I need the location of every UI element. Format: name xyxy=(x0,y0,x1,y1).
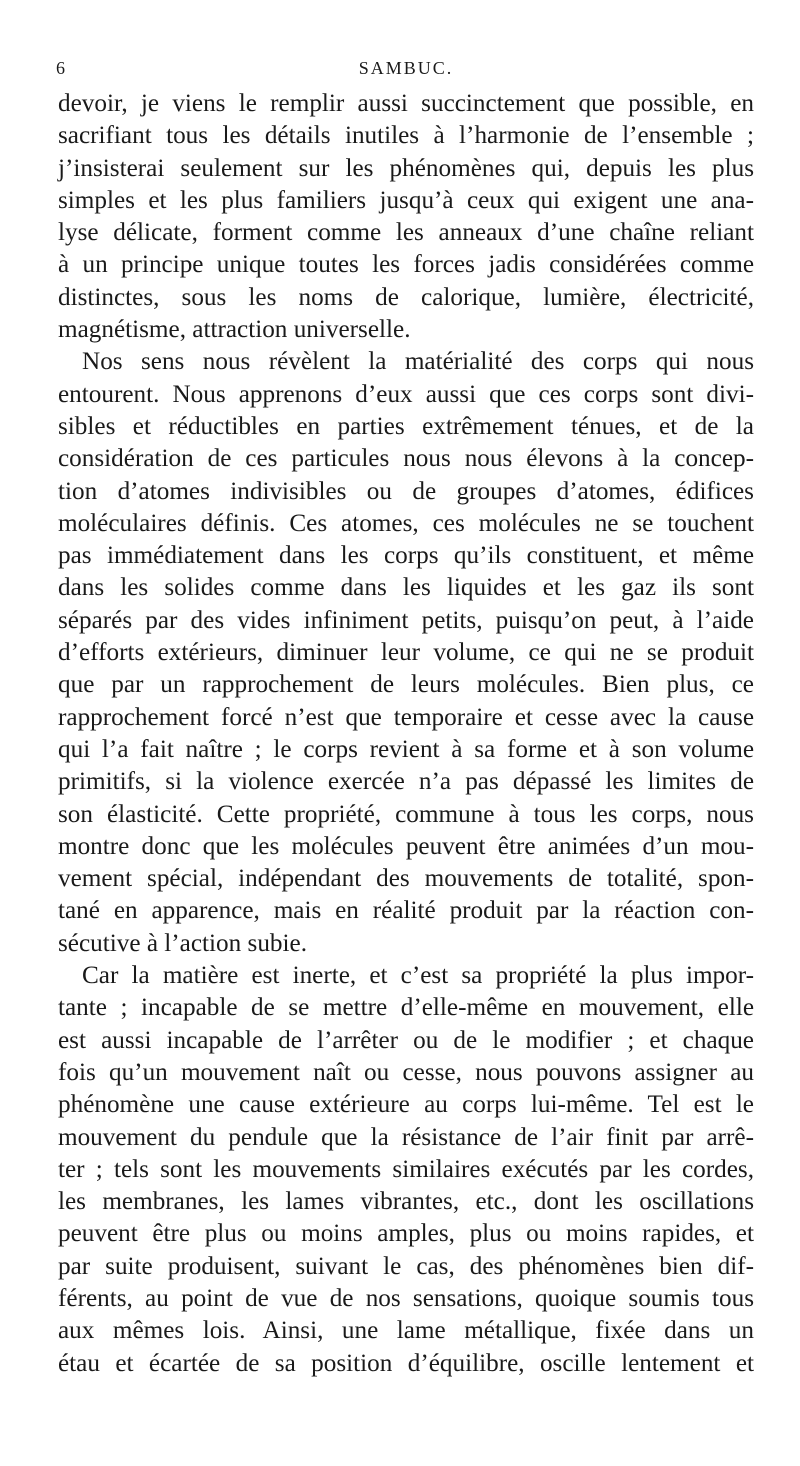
text-line: étau et écartée de sa position d’équilibre, oscille lentement et xyxy=(58,1349,754,1377)
text-line: lyse délicate, forment comme les anneaux d’une chaîne reliant xyxy=(58,219,754,247)
text-line: Car la matière est inerte, et c’est sa propriété la plus impor- xyxy=(82,962,754,990)
text-line: d’efforts extérieurs, diminuer leur volume, ce qui ne se produit xyxy=(58,639,754,667)
text-line: j’insisterai seulement sur les phénomènes qui, depuis les plus xyxy=(58,154,754,182)
text-line: magnétisme, attraction universelle. xyxy=(58,316,411,344)
text-line: ter ; tels sont les mouvements similaires exécutés par les cordes, xyxy=(58,1155,754,1183)
text-line: fois qu’un mouvement naît ou cesse, nous pouvons assigner au xyxy=(58,1058,754,1086)
text-line: entourent. Nous apprenons d’eux aussi que ces corps sont divi- xyxy=(58,380,754,408)
text-line: peuvent être plus ou moins amples, plus ou moins rapides, et xyxy=(58,1220,754,1248)
running-title: SAMBUC. xyxy=(358,58,454,78)
paragraph xyxy=(58,346,754,960)
text-line: primitifs, si la violence exercée n’a pas dépassé les limites de xyxy=(58,768,754,796)
text-line: son élasticité. Cette propriété, commune à tous les corps, nous xyxy=(58,800,754,828)
text-line: moléculaires définis. Ces atomes, ces molécules ne se touchent xyxy=(58,509,754,537)
text-line: qui l’a fait naître ; le corps revient à sa forme et à son volume xyxy=(58,735,754,763)
text-line: vement spécial, indépendant des mouvements de totalité, spon- xyxy=(58,865,754,893)
text-line: distinctes, sous les noms de calorique, lumière, électricité, xyxy=(58,283,754,311)
page-number: 6 xyxy=(56,58,65,78)
text-line: sibles et réductibles en parties extrêmement ténues, et de la xyxy=(58,412,754,440)
text-line: phénomène une cause extérieure au corps lui-même. Tel est le xyxy=(58,1091,754,1119)
text-line: sécutive à l’action subie. xyxy=(58,929,307,957)
text-line: que par un rapprochement de leurs molécules. Bien plus, ce xyxy=(58,671,754,699)
text-line: rapprochement forcé n’est que temporaire et cesse avec la cause xyxy=(58,703,754,731)
text-line: simples et les plus familiers jusqu’à ceux qui exigent une ana- xyxy=(58,186,754,214)
paragraph xyxy=(58,88,754,346)
text-line: pas immédiatement dans les corps qu’ils constituent, et même xyxy=(58,542,754,570)
text-line: devoir, je viens le remplir aussi succinctement que possible, en xyxy=(58,90,754,117)
text-line: Nos sens nous révèlent la matérialité des corps qui nous xyxy=(82,348,754,376)
text-line: les membranes, les lames vibrantes, etc., dont les oscillations xyxy=(58,1188,754,1216)
paragraph xyxy=(58,960,754,1380)
text-line: aux mêmes lois. Ainsi, une lame métallique, fixée dans un xyxy=(58,1317,754,1345)
text-line: est aussi incapable de l’arrêter ou de le modifier ; et chaque xyxy=(58,1026,754,1054)
text-line: sacrifiant tous les détails inutiles à l’harmonie de l’ensemble ; xyxy=(58,122,754,150)
body-text xyxy=(58,88,754,1380)
text-line: montre donc que les molécules peuvent être animées d’un mou- xyxy=(58,832,754,860)
text-line: férents, au point de vue de nos sensations, quoique soumis tous xyxy=(58,1284,754,1312)
text-line: tion d’atomes indivisibles ou de groupes d’atomes, édifices xyxy=(58,477,754,505)
text-line: considération de ces particules nous nous élevons à la concep- xyxy=(58,445,754,473)
text-line: mouvement du pendule que la résistance de l’air finit par arrê- xyxy=(58,1123,754,1151)
text-line: tané en apparence, mais en réalité produit par la réaction con- xyxy=(58,897,754,925)
text-line: séparés par des vides infiniment petits, puisqu’on peut, à l’aide xyxy=(58,606,754,634)
text-line: à un principe unique toutes les forces jadis considérées comme xyxy=(58,251,754,279)
text-line: tante ; incapable de se mettre d’elle-même en mouvement, elle xyxy=(58,994,754,1022)
text-line: par suite produisent, suivant le cas, des phénomènes bien dif- xyxy=(58,1252,754,1280)
text-line: dans les solides comme dans les liquides et les gaz ils sont xyxy=(58,574,754,602)
page-header xyxy=(56,58,756,84)
